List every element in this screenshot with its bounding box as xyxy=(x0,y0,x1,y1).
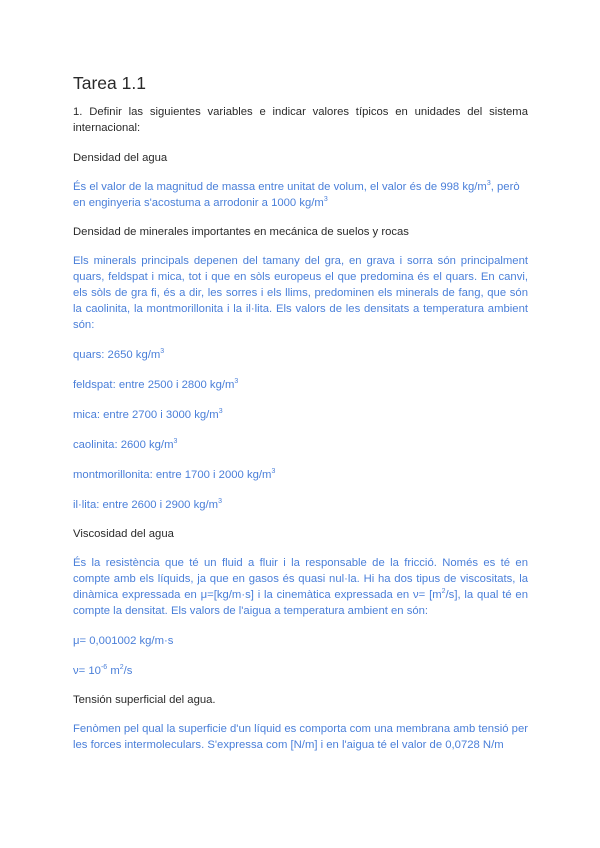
mineral-item-montmorillonita xyxy=(73,467,528,483)
answer-minerals-paragraph: Els minerals principals depenen del tamany del gra, en grava i sorra són principalment quars, feldspat i mica, tot i que en sòls europeus el que predomina és el quars. En canvi, els sòls de gra fi, és a dir, les sorres i els llims, predominen els minerals de fang, que són la caolinita, la montmorillonita i la il·lita. Els valors de les densitats a temperatura ambient són: xyxy=(73,255,528,331)
exponent: 3 xyxy=(234,378,239,385)
kinematic-text-b: m xyxy=(107,665,120,677)
answer-density-water-text-a: És el valor de la magnitud de massa entre unitat de volum, el valor és de 998 kg/m xyxy=(73,181,487,193)
mineral-item-mica xyxy=(73,407,528,423)
viscosity-text-b: /s], la qual té en compte la densitat. Els valors de l'aigua a temperatura ambient en són: xyxy=(73,589,528,617)
question-text: 1. Definir las siguientes variables e indicar valores típicos en unidades del sistema internacional: xyxy=(73,106,528,134)
mineral-text: il·lita: entre 2600 i 2900 kg/m xyxy=(73,499,219,511)
answer-density-water-text-b: , però en enginyeria s'acostuma a arrodonir a 1000 kg/m xyxy=(73,181,520,209)
section-heading-surface-tension: Tensión superficial del agua. xyxy=(73,694,216,706)
mineral-text: feldspat: entre 2500 i 2800 kg/m xyxy=(73,379,235,391)
answer-surface-tension: Fenòmen pel qual la superficie d'un líquid es comporta com una membrana amb tensió per les forces intermoleculars. S'expressa com [N/m] i en l'aigua té el valor de 0,0728 N/m xyxy=(73,723,528,751)
mineral-text: quars: 2650 kg/m xyxy=(73,349,161,361)
mineral-text: mica: entre 2700 i 3000 kg/m xyxy=(73,409,219,421)
exponent: 3 xyxy=(160,348,165,355)
mineral-item-feldspat xyxy=(73,377,528,393)
exponent: 2 xyxy=(119,664,124,671)
section-heading-density-water: Densidad del agua xyxy=(73,152,168,164)
mineral-item-illita xyxy=(73,497,528,513)
viscosity-dynamic-value: μ= 0,001002 kg/m·s xyxy=(73,635,174,647)
answer-viscosity-paragraph xyxy=(73,555,528,619)
mineral-item-caolinita xyxy=(73,437,528,453)
kinematic-text-a: ν= 10 xyxy=(73,665,101,677)
exponent: 3 xyxy=(173,438,178,445)
section-heading-viscosity: Viscosidad del agua xyxy=(73,528,174,540)
viscosity-kinematic-value xyxy=(73,663,528,679)
exponent: 3 xyxy=(486,180,491,187)
mineral-text: montmorillonita: entre 1700 i 2000 kg/m xyxy=(73,469,272,481)
exponent: -6 xyxy=(100,664,108,671)
document-body xyxy=(73,72,528,753)
section-heading-density-minerals: Densidad de minerales importantes en mecánica de suelos y rocas xyxy=(73,226,409,238)
answer-density-water xyxy=(73,179,528,211)
exponent: 3 xyxy=(218,498,222,505)
page-title: Tarea 1.1 xyxy=(73,73,146,93)
viscosity-text-a: És la resistència que té un fluid a fluir i la responsable de la fricció. Només es té en compte amb els líquids, ja que en gasos és quasi nul·la. Hi ha dos tipus de viscositats, la dinàmica expressada en μ=[kg/m·s] i la cinemàtica expressada en ν= [m xyxy=(73,557,528,601)
exponent: 3 xyxy=(271,468,276,475)
exponent: 2 xyxy=(441,588,446,595)
kinematic-text-c: /s xyxy=(123,665,133,677)
exponent: 3 xyxy=(323,196,328,203)
mineral-text: caolinita: 2600 kg/m xyxy=(73,439,174,451)
exponent: 3 xyxy=(218,408,223,415)
mineral-item-quars xyxy=(73,347,528,363)
